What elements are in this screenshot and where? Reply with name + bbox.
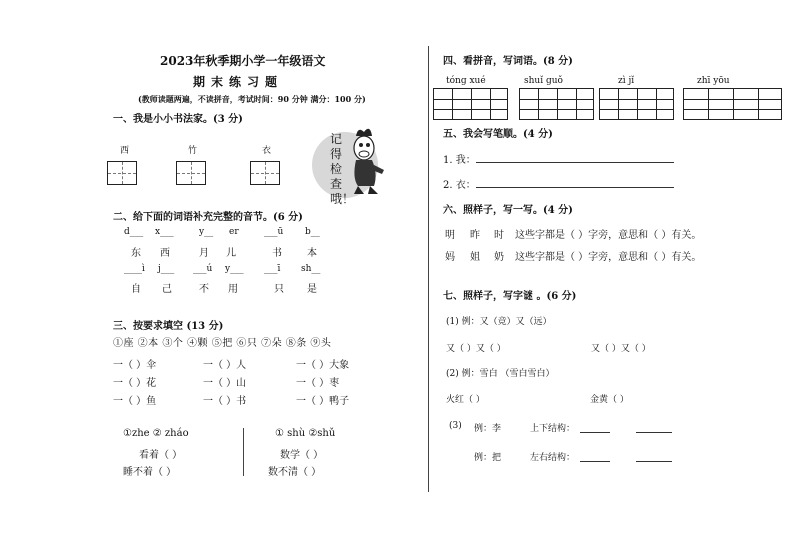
exam-info: (教师读题两遍，不读拼音，考试时间：90 分钟 满分：100 分) xyxy=(138,94,366,104)
s3-col1-item-2[interactable]: 一（ ）花 xyxy=(113,378,157,389)
s7-ex3-a-blank-2[interactable] xyxy=(636,432,672,433)
s2-row1-pinyin-6[interactable]: b__ xyxy=(305,227,320,237)
s6-row1-char-3: 时 xyxy=(494,230,504,241)
s6-row2-char-2: 姐 xyxy=(470,252,480,263)
section-4-heading: 四、看拼音，写词语。(8 分) xyxy=(443,56,573,67)
page-title: 2023年秋季期小学一年级语文 xyxy=(160,54,326,68)
s4-pinyin-4: zhī yōu xyxy=(697,76,730,86)
s5-item-2-line[interactable] xyxy=(476,187,674,188)
s6-row1-sentence[interactable]: 这些字都是（ ）字旁，意思和（ ）有关。 xyxy=(515,230,702,241)
s3-reading-a-item-2[interactable]: 睡不着（ ） xyxy=(123,467,177,478)
s6-row2-char-3: 奶 xyxy=(494,252,504,263)
s3-reading-divider xyxy=(243,428,244,476)
s3-col2-item-3[interactable]: 一（ ）书 xyxy=(203,396,247,407)
s4-writing-grid-2[interactable] xyxy=(519,88,594,120)
s3-reading-b-item-1[interactable]: 数学（ ） xyxy=(280,450,324,461)
s7-example-1: (1) 例：又（竞）又（远） xyxy=(446,317,552,327)
cartoon-bird-icon xyxy=(344,124,392,198)
section-6-heading: 六、照样子，写一写。(4 分) xyxy=(443,205,573,216)
s5-item-1-line[interactable] xyxy=(476,162,674,163)
s3-col1-item-3[interactable]: 一（ ）鱼 xyxy=(113,396,157,407)
s2-row1-char-3: 月 xyxy=(199,248,209,259)
s3-reading-b-header: ① shù ②shǔ xyxy=(275,428,336,439)
section-2-heading: 二、给下面的词语补充完整的音节。(6 分) xyxy=(113,212,303,223)
s3-col3-item-1[interactable]: 一（ ）大象 xyxy=(296,360,350,371)
s6-row1-char-2: 昨 xyxy=(470,230,480,241)
s4-writing-grid-3[interactable] xyxy=(599,88,674,120)
s1-char-3: 衣 xyxy=(262,146,272,156)
s7-ex1-answer-2[interactable]: 又（ ）又（ ） xyxy=(591,344,651,354)
s2-row1-char-5: 书 xyxy=(272,248,282,259)
s3-reading-a-item-1[interactable]: 看着（ ） xyxy=(139,450,183,461)
s5-item-1-label: 1. 我： xyxy=(443,155,476,166)
s2-row2-char-6: 是 xyxy=(307,284,317,295)
s2-row2-pinyin-6[interactable]: sh__ xyxy=(301,264,321,274)
s3-measure-word-options: ①座 ②本 ③个 ④颗 ⑤把 ⑥只 ⑦朵 ⑧条 ⑨头 xyxy=(113,338,332,349)
s3-reading-b-item-2[interactable]: 数不清（ ） xyxy=(268,467,322,478)
s6-row2-char-1: 妈 xyxy=(445,252,455,263)
s2-row1-char-6: 本 xyxy=(307,248,317,259)
s2-row1-char-2: 西 xyxy=(160,248,170,259)
s2-row2-pinyin-2[interactable]: j___ xyxy=(158,264,175,274)
section-3-heading: 三、按要求填空 (13 分) xyxy=(113,321,224,332)
s2-row2-char-3: 不 xyxy=(199,284,209,295)
s7-ex3-example-b: 例：把 xyxy=(474,453,502,463)
s5-item-2-label: 2. 衣： xyxy=(443,180,476,191)
s7-ex3-example-a: 例：李 xyxy=(474,424,502,434)
s1-writing-box-2[interactable] xyxy=(176,161,206,185)
s4-pinyin-2: shuǐ guǒ xyxy=(524,76,563,86)
sticker-text: 记得检查哦！ xyxy=(330,132,355,206)
reminder-sticker xyxy=(312,124,390,206)
s2-row1-pinyin-2[interactable]: x___ xyxy=(155,227,174,237)
s7-ex3-b-blank-2[interactable] xyxy=(636,461,672,462)
s2-row1-pinyin-3[interactable]: y__ xyxy=(199,227,214,237)
section-7-heading: 七、照样子，写字谜 。(6 分) xyxy=(443,291,577,302)
s2-row2-pinyin-5[interactable]: ___ī xyxy=(264,264,281,274)
page-column-divider xyxy=(428,46,429,492)
s2-row2-pinyin-3[interactable]: ___ú xyxy=(193,264,213,274)
s6-row1-char-1: 明 xyxy=(445,230,455,241)
s3-col3-item-3[interactable]: 一（ ）鸭子 xyxy=(296,396,350,407)
s3-reading-a-header: ①zhe ② zháo xyxy=(123,428,189,439)
s1-char-1: 西 xyxy=(120,146,130,156)
s2-row2-pinyin-1[interactable]: ____ì xyxy=(124,264,145,274)
s7-ex3-b-blank-1[interactable] xyxy=(580,461,610,462)
page-subtitle: 期末练习题 xyxy=(193,75,284,89)
s1-writing-box-1[interactable] xyxy=(107,161,137,185)
s7-ex2-answer-2[interactable]: 金黄（ ） xyxy=(590,395,629,405)
s3-col2-item-2[interactable]: 一（ ）山 xyxy=(203,378,247,389)
s2-row1-pinyin-1[interactable]: d___ xyxy=(124,227,144,237)
s1-char-2: 竹 xyxy=(188,146,198,156)
s2-row1-char-4: 儿 xyxy=(226,248,236,259)
s7-ex1-answer-1[interactable]: 又（ ）又（ ） xyxy=(446,344,506,354)
section-1-heading: 一、我是小小书法家。(3 分) xyxy=(113,114,243,125)
s2-row2-char-5: 只 xyxy=(274,284,284,295)
s7-ex3-number: (3) xyxy=(449,421,462,431)
s2-row2-char-2: 己 xyxy=(162,284,172,295)
s2-row2-char-1: 自 xyxy=(131,284,141,295)
s7-ex3-structure-a: 上下结构： xyxy=(530,424,576,434)
s2-row1-pinyin-5[interactable]: ___ū xyxy=(264,227,284,237)
s3-col1-item-1[interactable]: 一（ ）伞 xyxy=(113,360,157,371)
s7-example-2: (2) 例：雪白 （雪白雪白） xyxy=(446,369,555,379)
s2-row1-pinyin-4: er xyxy=(229,227,239,237)
s4-pinyin-1: tóng xué xyxy=(446,76,486,86)
s2-row2-pinyin-4[interactable]: y___ xyxy=(225,264,244,274)
s1-writing-box-3[interactable] xyxy=(250,161,280,185)
s2-row1-char-1: 东 xyxy=(131,248,141,259)
s2-row2-char-4: 用 xyxy=(228,284,238,295)
s6-row2-sentence[interactable]: 这些字都是（ ）字旁，意思和（ ）有关。 xyxy=(515,252,702,263)
section-5-heading: 五、我会写笔顺。(4 分) xyxy=(443,129,553,140)
s7-ex3-a-blank-1[interactable] xyxy=(580,432,610,433)
s7-ex3-structure-b: 左右结构： xyxy=(530,453,576,463)
s3-col2-item-1[interactable]: 一（ ）人 xyxy=(203,360,247,371)
s4-writing-grid-1[interactable] xyxy=(433,88,508,120)
s4-writing-grid-4[interactable] xyxy=(683,88,782,120)
s7-ex2-answer-1[interactable]: 火红（ ） xyxy=(446,395,485,405)
s3-col3-item-2[interactable]: 一（ ）枣 xyxy=(296,378,340,389)
s4-pinyin-3: zì jǐ xyxy=(618,76,635,86)
